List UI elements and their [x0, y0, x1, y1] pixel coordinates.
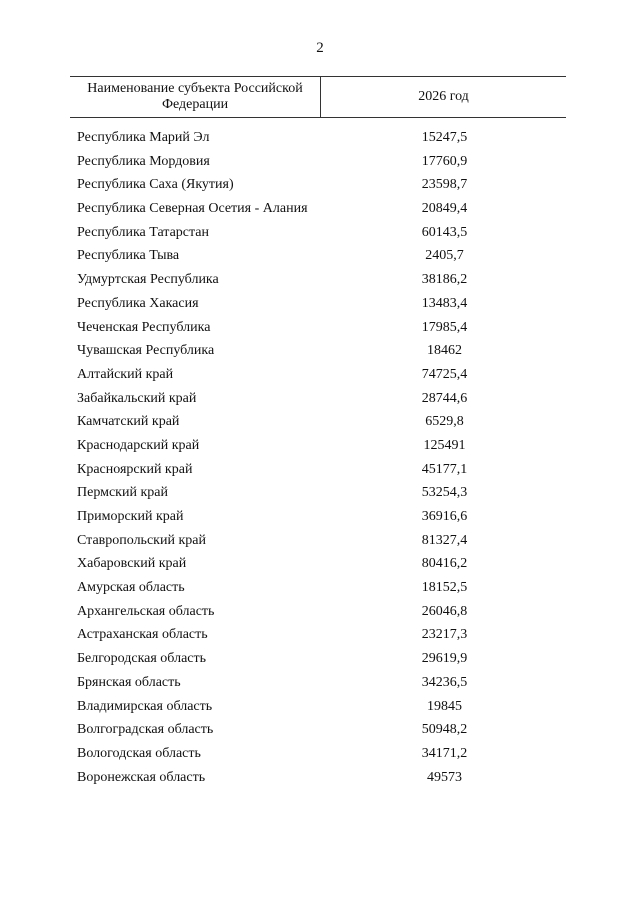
- table-header: [70, 76, 566, 118]
- table-row: [70, 674, 566, 691]
- subject-name: Республика Татарстан: [77, 224, 210, 240]
- subject-name: Вологодская область: [77, 745, 201, 761]
- subject-value: 38186,2: [421, 272, 468, 288]
- subject-value: 20849,4: [421, 201, 468, 217]
- table-row: [70, 176, 566, 193]
- subject-value: 80416,2: [421, 556, 468, 572]
- subject-value: 23598,7: [421, 177, 468, 193]
- table-row: [70, 342, 566, 359]
- table-row: [70, 769, 566, 786]
- table-row: [70, 319, 566, 336]
- subject-value: 26046,8: [421, 603, 468, 619]
- table-row: [70, 484, 566, 501]
- subject-name: Пермский край: [77, 485, 168, 501]
- subject-value: 60143,5: [421, 224, 468, 240]
- subject-value: 45177,1: [421, 461, 468, 477]
- table-row: [70, 366, 566, 383]
- subject-name: Краснодарский край: [77, 437, 200, 453]
- table-row: [70, 461, 566, 478]
- table-row: [70, 437, 566, 454]
- subject-name: Чеченская Республика: [77, 319, 211, 335]
- subject-value: 23217,3: [421, 627, 468, 643]
- table-row: [70, 603, 566, 620]
- subject-value: 34236,5: [421, 674, 468, 690]
- subject-name: Республика Мордовия: [77, 153, 210, 169]
- subject-name: Приморский край: [77, 509, 184, 524]
- table-row: [70, 745, 566, 762]
- table-row: [70, 247, 566, 264]
- subject-value: 18152,5: [421, 580, 468, 596]
- subject-value: 17985,4: [421, 319, 468, 335]
- page-number: 2: [316, 40, 324, 56]
- subject-value: 34171,2: [421, 745, 468, 761]
- subject-name: Республика Тыва: [77, 248, 180, 264]
- subject-value: 125491: [423, 437, 466, 453]
- table-row: [70, 153, 566, 170]
- table-row: [70, 626, 566, 643]
- subject-name: Астраханская область: [77, 627, 208, 643]
- table-row: [70, 200, 566, 217]
- subject-value: 13483,4: [421, 295, 468, 311]
- subject-name: Красноярский край: [77, 461, 193, 477]
- subject-name: Амурская область: [77, 580, 185, 596]
- table-row: [70, 129, 566, 146]
- subject-value: 2405,7: [425, 248, 464, 264]
- table-row: [70, 579, 566, 596]
- table-row: [70, 650, 566, 667]
- subject-value: 49573: [427, 769, 462, 785]
- subject-value: 74725,4: [421, 366, 468, 382]
- subject-value: 18462: [427, 343, 462, 359]
- header-year-column: [321, 77, 566, 117]
- table-row: [70, 390, 566, 407]
- subject-name: Белгородская область: [77, 651, 207, 667]
- subject-name: Хабаровский край: [77, 556, 187, 572]
- subject-value: 50948,2: [421, 722, 468, 738]
- subject-value: 6529,8: [425, 414, 464, 430]
- subject-value: 36916,6: [421, 509, 468, 524]
- table-row: [70, 271, 566, 288]
- table-row: [70, 698, 566, 715]
- table-row: [70, 721, 566, 738]
- subject-name: Волгоградская область: [77, 722, 214, 738]
- subject-name: Воронежская область: [77, 769, 206, 785]
- header-subject-column: [70, 77, 321, 117]
- subject-name: Архангельская область: [77, 603, 215, 619]
- subject-name: Алтайский край: [77, 366, 174, 382]
- subject-name: Брянская область: [77, 674, 181, 690]
- header-year-label: 2026 год: [418, 89, 469, 104]
- subject-value: 28744,6: [421, 390, 468, 406]
- header-subject-label: Наименование субъекта Российской Федерации: [87, 81, 303, 112]
- subject-name: Республика Саха (Якутия): [77, 177, 234, 193]
- subject-value: 19845: [427, 698, 462, 714]
- subject-value: 17760,9: [421, 153, 468, 169]
- subject-name: Чувашская Республика: [77, 343, 215, 359]
- table-row: [70, 295, 566, 312]
- table-row: [70, 224, 566, 241]
- subject-value: 29619,9: [421, 651, 468, 667]
- subject-name: Забайкальский край: [77, 390, 197, 406]
- subject-name: Республика Северная Осетия - Алания: [77, 201, 308, 217]
- subject-name: Ставропольский край: [77, 532, 206, 548]
- subject-name: Удмуртская Республика: [77, 272, 219, 288]
- subject-name: Владимирская область: [77, 698, 213, 714]
- subject-value: 53254,3: [421, 485, 468, 501]
- table-row: [70, 532, 566, 549]
- subject-value: 15247,5: [421, 130, 468, 145]
- table-row: [70, 508, 566, 525]
- subject-name: Республика Хакасия: [77, 295, 199, 311]
- subject-name: Камчатский край: [77, 414, 180, 430]
- subject-value: 81327,4: [421, 532, 468, 548]
- table-body: [70, 129, 566, 792]
- table-row: [70, 555, 566, 572]
- subject-name: Республика Марий Эл: [77, 130, 210, 145]
- table-row: [70, 413, 566, 430]
